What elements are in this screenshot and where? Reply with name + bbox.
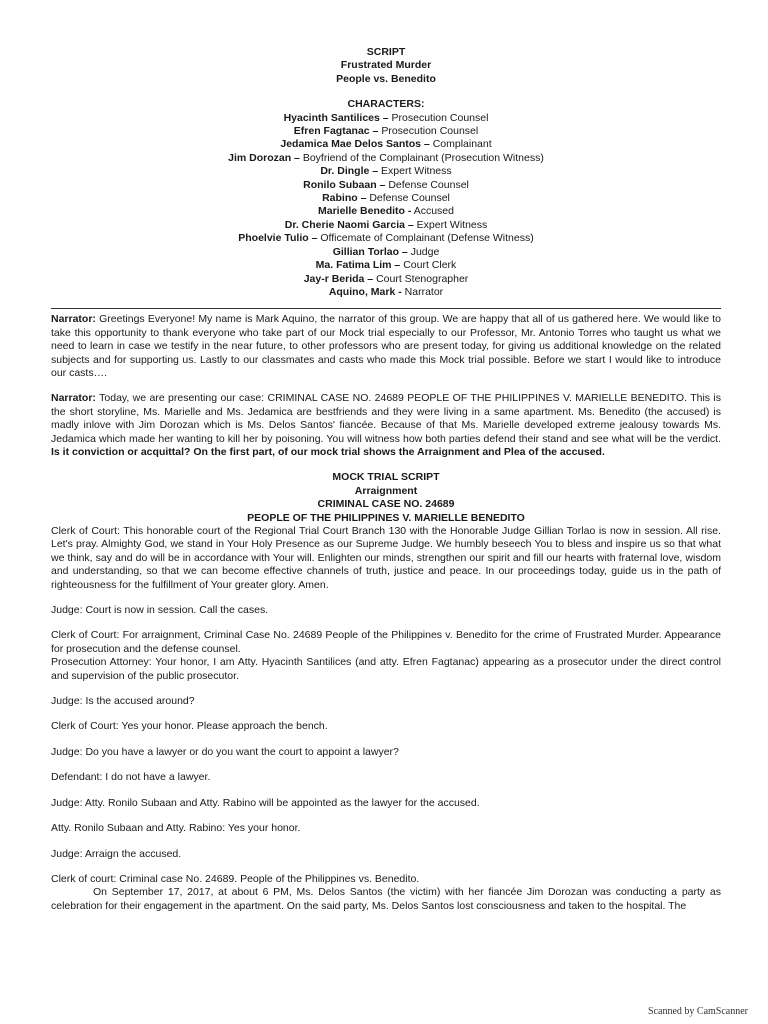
- divider: [51, 308, 721, 309]
- character-role: Prosecution Counsel: [381, 125, 479, 138]
- mock-trial-phase: Arraignment: [354, 484, 418, 497]
- script-line: Clerk of Court: For arraignment, Criminal Case No. 24689 People of the Philippines v. Benedito for the crime of Frustrated Murder. Appearance for prosecution and the defense counsel.: [51, 629, 721, 655]
- character-name: Efren Fagtanac –: [293, 125, 379, 138]
- character-role: Prosecution Counsel: [391, 111, 489, 124]
- character-name: Hyacinth Santilices –: [283, 111, 389, 124]
- script-line: Prosecution Attorney: Your honor, I am Atty. Hyacinth Santilices (and atty. Efren Fagtanac) appearing as a prosecutor under the direct control and supervision of the public prosecutor.: [51, 656, 721, 682]
- character-row: [51, 273, 721, 286]
- character-row: [51, 246, 721, 259]
- character-row: [51, 165, 721, 178]
- character-role: Defense Counsel: [388, 178, 469, 191]
- characters-list: [51, 112, 721, 300]
- document-page: [51, 46, 721, 925]
- character-role: Complainant: [432, 138, 492, 151]
- narration-bold-text: Is it conviction or acquittal? On the first part, of our mock trial shows the Arraignment and Plea of the accused.: [51, 445, 605, 458]
- character-role: Judge: [410, 245, 440, 258]
- script-line: Atty. Ronilo Subaan and Atty. Rabino: Yes your honor.: [51, 822, 301, 835]
- script-line: Judge: Court is now in session. Call the cases.: [51, 604, 269, 617]
- narrator-label: Narrator:: [51, 392, 96, 405]
- character-row: [51, 205, 721, 218]
- script-line: Clerk of court: Criminal case No. 24689. People of the Philippines vs. Benedito.: [51, 872, 420, 885]
- character-row: [51, 286, 721, 299]
- character-role: Court Stenographer: [376, 272, 469, 285]
- script-line: Judge: Atty. Ronilo Subaan and Atty. Rabino will be appointed as the lawyer for the accused.: [51, 796, 480, 809]
- character-row: [51, 219, 721, 232]
- narration-text: Today, we are presenting our case: CRIMINAL CASE NO. 24689 PEOPLE OF THE PHILIPPINES V. MARIELLE BENEDITO. This is the short storyline, Ms. Marielle and Ms. Jedamica are bestfriends and they were living in a same apartment. Ms. Benedito (the accused) is madly inlove with Jim Dorozan which is Ms. Delos Santos' fiancée. Because of that Ms. Marielle developed extreme jealousy towards Ms. Jedamica which made her wanting to kill her by poisoning. You will witness how both parties defend their stand and see what will be the verdict.: [51, 392, 721, 445]
- character-role: Accused: [413, 205, 454, 218]
- character-row: [51, 259, 721, 272]
- narration-text: Greetings Everyone! My name is Mark Aquino, the narrator of this group. We are happy that all of us gathered here. We would like to take this opportunity to thank everyone who take part of our Mock trial especially to our Professor, Mr. Antonio Torres who taught us what we need to learn in case we testify in the near future, to other professors who are present today, for giving us additional knowledge on the related subjects and for supporting us. Lastly to our classmates and casts who made this Mock trial possible. Before we start I would like to introduce our casts….: [51, 313, 722, 379]
- character-row: [51, 112, 721, 125]
- narrator-label: Narrator:: [51, 313, 96, 326]
- scanner-watermark: Scanned by CamScanner: [648, 1006, 748, 1017]
- character-row: [51, 232, 721, 245]
- character-name: Marielle Benedito -: [318, 205, 412, 218]
- character-role: Boyfriend of the Complainant (Prosecution Witness): [302, 151, 544, 164]
- character-name: Phoelvie Tulio –: [238, 232, 318, 245]
- character-role: Court Clerk: [403, 259, 457, 272]
- script-line: Defendant: I do not have a lawyer.: [51, 771, 211, 784]
- character-name: Ma. Fatima Lim –: [315, 259, 401, 272]
- mock-trial-title: MOCK TRIAL SCRIPT: [332, 471, 440, 484]
- character-row: [51, 192, 721, 205]
- character-name: Dr. Dingle –: [320, 165, 379, 178]
- narration-paragraph-1: [51, 313, 721, 380]
- character-name: Ronilo Subaan –: [303, 178, 386, 191]
- characters-heading: CHARACTERS:: [347, 98, 425, 111]
- script-line: Clerk of Court: This honorable court of the Regional Trial Court Branch 130 with the Honorable Judge Gillian Torlao is now in session. All rise. Let's pray. Almighty God, we stand in Your Holy Presence as our Supreme Judge. We humbly beseech You to bless and inspire us so that what we think, say and do will be in accordance with Your will. Enlighten our minds, strengthen our spirit and fill our hearts with fraternal love, wisdom and understanding, so that we can become effective channels of truth, justice and peace. In our proceedings today, guide us in the path of righteousness for the fulfillment of Your greater glory. Amen.: [51, 525, 721, 591]
- mock-trial-heading: [51, 471, 721, 525]
- script-line: Judge: Arraign the accused.: [51, 847, 182, 860]
- case-name: People vs. Benedito: [336, 72, 436, 85]
- character-name: Jim Dorozan –: [228, 151, 300, 164]
- character-name: Dr. Cherie Naomi Garcia –: [284, 218, 414, 231]
- character-row: [51, 138, 721, 151]
- script-line: On September 17, 2017, at about 6 PM, Ms. Delos Santos (the victim) with her fiancée Jim Dorozan was conducting a party as celebration for their engagement in the apartment. On the said party, Ms. Delos Santos lost consciousness and taken to the hospital. The: [51, 886, 721, 912]
- character-role: Narrator: [404, 285, 444, 298]
- narration-paragraph-2: [51, 392, 721, 459]
- character-name: Rabino –: [322, 192, 367, 205]
- title-block: [51, 46, 721, 86]
- character-role: Expert Witness: [381, 165, 452, 178]
- character-name: Aquino, Mark -: [328, 285, 402, 298]
- document-subtitle: Frustrated Murder: [340, 59, 432, 72]
- character-row: [51, 152, 721, 165]
- character-row: [51, 125, 721, 138]
- script-line: Judge: Is the accused around?: [51, 695, 195, 708]
- script-line: Judge: Do you have a lawyer or do you want the court to appoint a lawyer?: [51, 745, 399, 758]
- character-row: [51, 179, 721, 192]
- script-line: Clerk of Court: Yes your honor. Please approach the bench.: [51, 720, 328, 733]
- character-name: Jedamica Mae Delos Santos –: [280, 138, 430, 151]
- character-name: Jay-r Berida –: [303, 272, 374, 285]
- character-name: Gillian Torlao –: [332, 245, 408, 258]
- character-role: Defense Counsel: [369, 192, 450, 205]
- document-title: SCRIPT: [366, 46, 406, 58]
- character-role: Expert Witness: [416, 218, 488, 231]
- case-title: PEOPLE OF THE PHILIPPINES V. MARIELLE BENEDITO: [247, 511, 525, 524]
- case-number: CRIMINAL CASE NO. 24689: [317, 498, 455, 511]
- character-role: Officemate of Complainant (Defense Witness): [320, 232, 534, 245]
